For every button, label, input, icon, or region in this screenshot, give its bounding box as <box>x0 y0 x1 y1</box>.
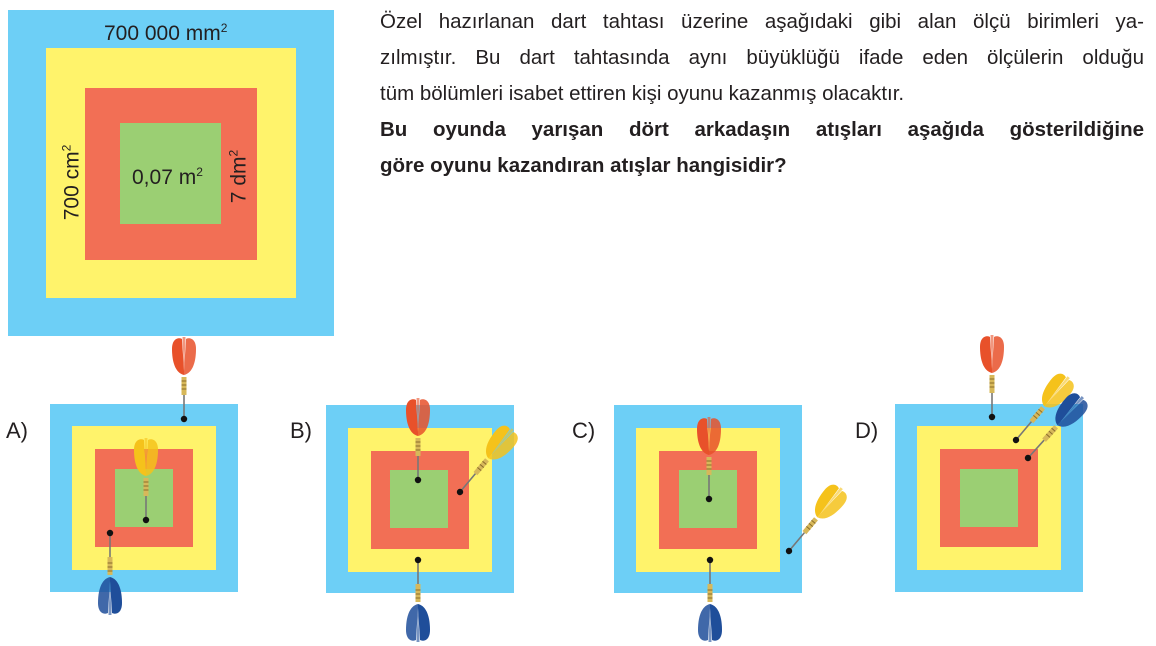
option-d-label[interactable]: D) <box>855 418 879 443</box>
option-c-board[interactable] <box>614 405 802 593</box>
question-text <box>380 4 1144 184</box>
center-green <box>960 469 1018 527</box>
option-a-board[interactable] <box>50 404 238 592</box>
center-green <box>115 469 173 527</box>
question-bold-line-1: Bu oyunda yarışan dört arkadaşın atışları aşağıda gösterildiğine <box>380 118 1144 141</box>
question-line-2: zılmıştır. Bu dart tahtasında aynı büyüklüğü ifade eden ölçülerin olduğu <box>380 46 1144 69</box>
center-green <box>390 470 448 528</box>
question-line-3: tüm bölümleri isabet ettiren kişi oyunu kazanmış olacaktır. <box>380 82 905 105</box>
option-a-label[interactable]: A) <box>6 418 28 443</box>
red-unit-label: 7 $dm^2$ <box>226 149 251 204</box>
option-c-label[interactable]: C) <box>572 418 596 443</box>
main-dart-board <box>8 10 334 336</box>
option-d-board[interactable] <box>895 404 1083 592</box>
green-unit-label: 0,07 $m^2$ <box>132 165 203 189</box>
question-bold-line-2: göre oyunu kazandıran atışlar hangisidir? <box>380 154 787 177</box>
center-green <box>679 470 737 528</box>
outer-unit-label: 700 000 $mm^2$ <box>104 21 228 45</box>
option-b-label[interactable]: B) <box>290 418 312 443</box>
option-b-board[interactable] <box>326 405 514 593</box>
question-line-1: Özel hazırlanan dart tahtası üzerine aşağıdaki gibi alan ölçü birimleri ya- <box>380 10 1144 33</box>
yellow-unit-label: 700 $cm^2$ <box>59 144 84 221</box>
